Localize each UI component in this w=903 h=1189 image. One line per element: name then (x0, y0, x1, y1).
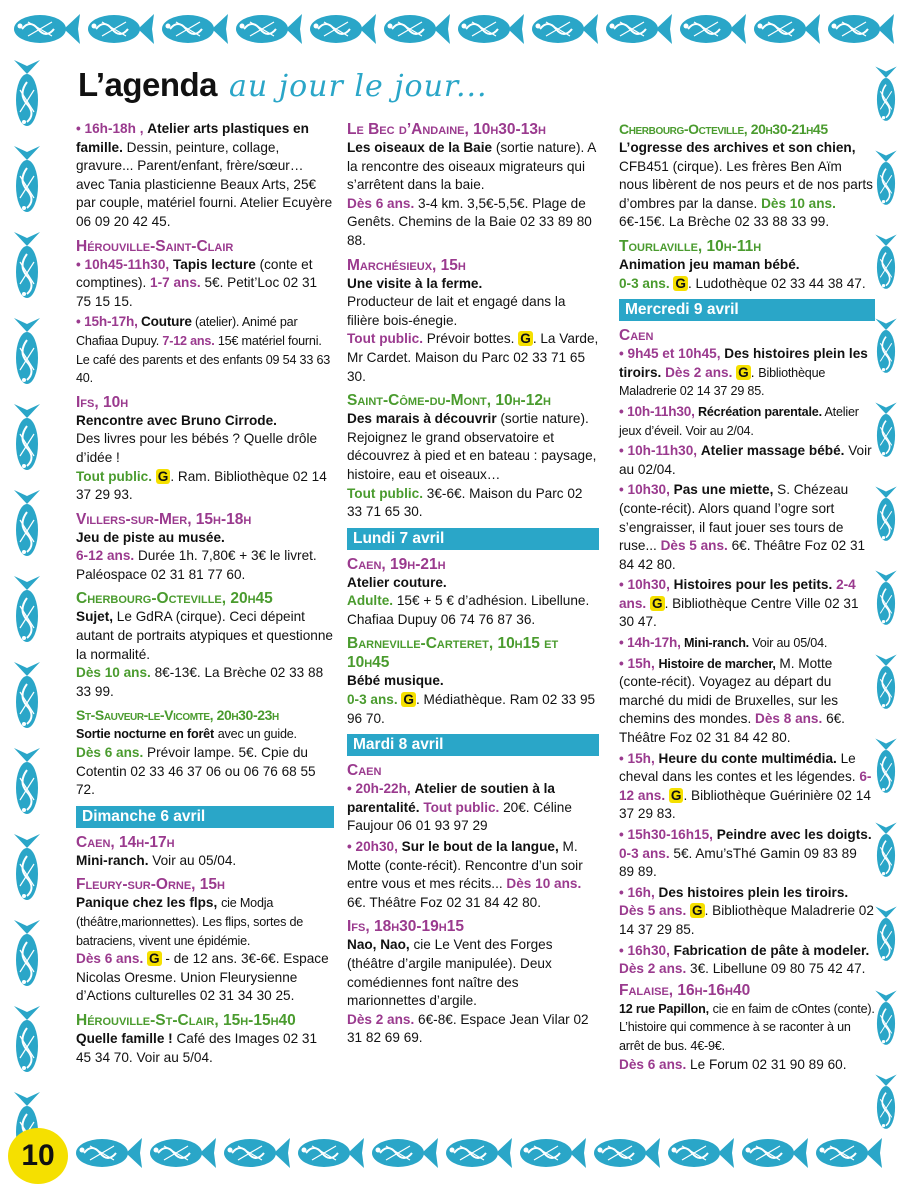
event (76, 256, 334, 312)
age-range: Dès 5 ans. (619, 903, 687, 919)
event-title: Les oiseaux de la Baie (347, 140, 493, 155)
event (76, 1030, 334, 1067)
age-range: 0-3 ans. (619, 845, 670, 861)
fish-icon (366, 1128, 438, 1178)
fish-icon (10, 576, 44, 650)
fish-icon (10, 1006, 44, 1080)
age-range: 1-7 ans. (150, 275, 201, 291)
event-text: Dessin, peinture, collage, gravure... Parent/enfant, frère/sœur… avec Tania plasticienne Beaux Arts, 25€ par couple, matériel fourni. Atelier Ecuyère 06 09 20 42 45. (76, 139, 333, 229)
age-range: Dès 10 ans. (506, 876, 582, 892)
event-text: (atelier). Animé par Chafiaa Dupuy. (76, 315, 298, 348)
page-title (78, 66, 488, 104)
event (619, 139, 875, 232)
event-title: Bébé musique. (347, 673, 444, 689)
event (619, 634, 875, 653)
event-time: • 14h-17h, (619, 635, 681, 651)
fish-icon (144, 1128, 216, 1178)
fish-icon (872, 228, 900, 302)
event-title: Couture (141, 314, 192, 330)
event (76, 894, 334, 1006)
fish-icon (10, 404, 44, 478)
event-text: Le GdRA (cirque). Ceci dépeint autant de portraits atypiques et questionne la normalité. (76, 609, 333, 662)
fish-icon (10, 232, 44, 306)
event-time: • 20h-22h, (347, 781, 411, 797)
column-3 (619, 120, 875, 1076)
event-title: Atelier arts plastiques en famille. (76, 121, 309, 155)
event (619, 576, 875, 632)
event-text: 3€. Libellune 09 80 75 42 47. (690, 961, 866, 977)
event-title: Récréation parentale. (697, 404, 822, 419)
event-time: • 10h30, (619, 577, 670, 593)
fish-icon (10, 920, 44, 994)
event (76, 608, 334, 701)
age-range: 7-12 ans. (162, 333, 215, 348)
event-title: Des histoires plein les tiroirs. (619, 346, 868, 380)
event-title: Tapis lecture (172, 256, 256, 272)
fish-border-left (10, 60, 44, 1166)
event (619, 256, 875, 293)
event-text: . Ram. Bibliothèque 02 14 37 29 93. (76, 468, 327, 503)
fish-border-bottom (70, 1128, 882, 1178)
fish-icon (452, 4, 524, 54)
city-heading: Falaise, 16h-16h40 (619, 981, 751, 999)
city-heading: Caen, 14h-17h (76, 833, 175, 851)
event-text: Durée 1h. 7,80€ + 3€ le livret. Paléospace 02 31 81 77 60. (76, 548, 317, 582)
fish-border-right (872, 60, 900, 1142)
event-text: M. Motte (conte-récit). Rencontre d’un soir entre vous et mes récits... (347, 839, 583, 892)
age-range: Dès 6 ans. (76, 745, 144, 761)
fish-icon (662, 1128, 734, 1178)
event-title: Heure du conte multimédia. (658, 750, 837, 766)
event-title: Atelier couture. (347, 574, 447, 590)
event-text: CFB451 (cirque). Les frères Ben Aïm nous libèrent de nos peurs et de nos parts d’ombres par la danse. (619, 158, 873, 211)
event-text: 6€-15€. La Brèche 02 33 88 33 99. (619, 214, 830, 230)
fish-icon (10, 490, 44, 564)
event-text: - de 12 ans. 3€-6€. Espace Nicolas Oresme. Union Fleurysienne d’Actions culturelles 02 31 34 30 25. (76, 951, 329, 1004)
city-heading: Saint-Côme-du-Mont, 10h-12h (347, 392, 551, 410)
event (619, 750, 875, 824)
city-heading: Hérouville-Saint-Clair (76, 237, 234, 255)
event-time: • 10h30, (619, 482, 670, 498)
event-title: Fabrication de pâte à modeler. (673, 942, 870, 958)
event-title: Sortie nocturne en forêt (76, 727, 214, 742)
event (619, 826, 875, 882)
event-title: Pas une miette, (673, 482, 774, 498)
fish-icon (822, 4, 894, 54)
fish-icon (514, 1128, 586, 1178)
fish-icon (8, 4, 80, 54)
fish-icon (10, 834, 44, 908)
event-title: Atelier massage bébé. (700, 443, 845, 459)
free-badge: G (738, 364, 749, 380)
fish-icon (10, 748, 44, 822)
event (619, 442, 875, 479)
fish-icon (872, 732, 900, 806)
event (619, 403, 875, 440)
city-heading: Cherbourg-Octeville, 20h30-21h45 (619, 121, 828, 137)
event-text: 15€ + 5 € d’adhésion. Libellune. Chafiaa Dupuy 06 74 76 87 36. (347, 593, 590, 627)
event (76, 529, 334, 585)
fish-icon (378, 4, 450, 54)
day-band: Lundi 7 avril (347, 528, 599, 550)
age-range: Dès 2 ans. (665, 364, 733, 380)
event-title: Peindre avec les doigts. (716, 827, 872, 842)
event-text: 3-4 km. 3,5€-5,5€. Plage de Genêts. Chemins de la Baie 02 33 89 80 88. (347, 195, 592, 248)
day-band: Mardi 8 avril (347, 734, 599, 756)
event-text: . Bibliothèque Maladrerie 02 14 37 29 85. (619, 903, 874, 937)
event-title: Nao, Nao, (347, 937, 410, 953)
event (347, 672, 599, 728)
event-text: Prévoir lampe. 5€. Cpie du Cotentin 02 33 46 37 06 ou 06 76 68 55 72. (76, 745, 316, 798)
event-text: 3€-6€. Maison du Parc 02 33 71 65 30. (347, 485, 583, 520)
fish-icon (10, 146, 44, 220)
fish-icon (230, 4, 302, 54)
age-range: 0-3 ans. (619, 275, 670, 291)
event-title: Des marais à découvrir (347, 411, 497, 427)
event-title: Mini-ranch. (684, 636, 749, 651)
event (619, 942, 875, 979)
event-text: . Bibliothèque Centre Ville 02 31 30 47. (619, 595, 859, 630)
fish-icon (588, 1128, 660, 1178)
age-range: Dès 6 ans. (76, 951, 144, 967)
event-title: Atelier de soutien à la parentalité. (347, 781, 555, 815)
event-text: Le cheval dans les contes et les légendes. (619, 750, 856, 785)
free-badge: G (403, 692, 414, 708)
title-main: L’agenda (78, 66, 218, 103)
age-range: 6-12 ans. (619, 769, 872, 803)
age-range: Tout public. (347, 331, 424, 347)
fish-icon (872, 312, 900, 386)
city-heading: Villers-sur-Mer, 15h-18h (76, 510, 252, 528)
event-title: Sujet, (76, 609, 114, 625)
event-text: (sortie nature). A la rencontre des oiseaux migrateurs qui s’arrêtent dans la baie. (347, 140, 596, 193)
city-heading: Ifs, 18h30-19h15 (347, 918, 464, 936)
fish-icon (872, 144, 900, 218)
fish-icon (70, 1128, 142, 1178)
age-range: Tout public. (423, 799, 500, 815)
event (76, 313, 334, 387)
event-text: 5€. Amu’sThé Gamin 09 83 89 89 89. (619, 845, 857, 880)
age-range: Dès 10 ans. (76, 665, 151, 681)
age-range: Tout public. (76, 468, 153, 484)
event-title: Mini-ranch. (76, 852, 149, 868)
event-text: Bibliothèque Maladrerie 02 14 37 29 85. (619, 365, 826, 399)
event-text: cie en faim de cOntes (conte). L’histoire qui commence à se raconter à un arrêt de bus. 4€-9€. (619, 1001, 875, 1053)
fish-border-top (8, 4, 894, 54)
event (347, 838, 599, 912)
fish-icon (304, 4, 376, 54)
event-text: cie Modja (théâtre,marionnettes). Les flips, sortes de batraciens, vivent une épidémie. (76, 896, 304, 948)
event (619, 481, 875, 574)
age-range: Dès 5 ans. (660, 538, 728, 554)
fish-icon (872, 480, 900, 554)
event (347, 275, 599, 387)
event-text: Voir au 05/04. (752, 636, 828, 651)
free-badge: G (520, 331, 531, 347)
fish-icon (872, 984, 900, 1058)
event-title: Sur le bout de la langue, (401, 839, 559, 855)
event-text: 6€-8€. Espace Jean Vilar 02 31 82 69 69. (347, 1011, 589, 1046)
event (76, 852, 334, 871)
event-text: Prévoir bottes. (426, 331, 515, 347)
fish-icon (526, 4, 598, 54)
column-1 (76, 120, 334, 1069)
day-band: Mercredi 9 avril (619, 299, 875, 321)
event (347, 139, 599, 251)
city-heading: St-Sauveur-le-Vicomte, 20h30-23h (76, 707, 279, 724)
fish-icon (872, 900, 900, 974)
event-text: 20€. Céline Faujour 06 01 93 97 29 (347, 799, 572, 834)
fish-icon (600, 4, 672, 54)
event (347, 936, 599, 1048)
event-time: • 10h-11h30, (619, 403, 695, 419)
fish-icon (872, 396, 900, 470)
event-time: • 15h, (619, 750, 655, 766)
fish-icon (674, 4, 746, 54)
title-script: au jour le jour... (229, 69, 488, 104)
event-text: Des livres pour les bébés ? Quelle drôle d’idée ! (76, 431, 318, 465)
fish-icon (156, 4, 228, 54)
event-title: Jeu de piste au musée. (76, 529, 225, 545)
event-time: • 9h45 et 10h45, (619, 346, 721, 362)
age-range: 0-3 ans. (347, 692, 398, 708)
fish-icon (736, 1128, 808, 1178)
event (76, 120, 334, 232)
event-time: • 16h, (619, 884, 655, 900)
event-time: • 15h-17h, (76, 314, 138, 330)
event-time: • 15h30-16h15, (619, 827, 713, 842)
day-band: Dimanche 6 avril (76, 806, 334, 828)
fish-icon (218, 1128, 290, 1178)
event-text: . Bibliothèque Guérinière 02 14 37 29 83. (619, 787, 871, 822)
event-time: • 10h-11h30, (619, 443, 698, 459)
event-text: M. Motte (conte-récit). Voyagez au départ du marché du midi de Bruxelles, sur les chemins des mondes. (619, 655, 839, 727)
event-text: Atelier jeux d’éveil. Voir au 2/04. (619, 404, 859, 438)
fish-icon (292, 1128, 364, 1178)
event (619, 1000, 875, 1074)
city-heading: Tourlaville, 10h-11h (619, 237, 762, 255)
free-badge: G (651, 595, 663, 611)
event (619, 884, 875, 940)
fish-icon (872, 1068, 900, 1142)
age-range: Dès 6 ans. (619, 1056, 687, 1072)
event-title: Une visite à la ferme. (347, 275, 483, 291)
event (347, 410, 599, 522)
free-badge: G (157, 468, 169, 484)
event-time: • 20h30, (347, 839, 398, 855)
event-text: cie Le Vent des Forges (théâtre d’argile manipulée). Deux comédiennes font naître des marionnettes d’argile. (347, 937, 553, 1009)
event-text: (sortie nature). Rejoignez le grand observatoire et découvrez à pied et en bateau : paysage, histoire, eau et oiseaux… (347, 411, 597, 482)
event-time: • 16h-18h , (76, 121, 144, 136)
fish-icon (10, 60, 44, 134)
fish-icon (872, 648, 900, 722)
event-title: 12 rue Papillon, (619, 1001, 709, 1016)
event-text: . La Varde, Mr Cardet. Maison du Parc 02 33 71 65 30. (347, 331, 599, 384)
event-text: S. Chézeau (conte-récit). Alors quand l’ogre sort s’engraisser, il faut jouer ses tours de ruse... (619, 482, 849, 554)
event-title: Quelle famille ! (76, 1030, 173, 1046)
city-heading: Le Bec d’Andaine, 10h30-13h (347, 121, 546, 138)
age-range: Adulte. (347, 593, 394, 609)
event-time: • 15h, (619, 655, 655, 671)
event-title: Histoires pour les petits. (673, 577, 833, 593)
event-title: Des histoires plein les tiroirs. (658, 884, 849, 900)
fish-icon (872, 60, 900, 134)
event (347, 574, 599, 630)
city-heading: Caen, 19h-21h (347, 555, 446, 573)
event-text: Voir au 02/04. (619, 443, 872, 477)
event-title: Rencontre avec Bruno Cirrode. (76, 412, 277, 428)
fish-icon (10, 662, 44, 736)
age-range: Dès 10 ans. (761, 195, 836, 211)
event-text: 6€. Théâtre Foz 02 31 84 42 80. (619, 538, 866, 572)
event-text: . Médiathèque. Ram 02 33 95 96 70. (347, 692, 596, 726)
event (76, 412, 334, 505)
event-text: Producteur de lait et engagé dans la filière bois-énegie. (347, 294, 566, 328)
event-text: 6€. Théâtre Foz 02 31 84 42 80. (619, 711, 845, 746)
city-heading: Marchésieux, 15h (347, 256, 466, 274)
event-time: • 16h30, (619, 942, 670, 958)
age-range: Dès 2 ans. (347, 1011, 415, 1027)
free-badge: G (149, 951, 160, 967)
event: • 9h45 et 10h45, Des histoires plein les tiroirs. Dès 2 ans. G . Bibliothèque Maladrerie 02 14 37 29 85. (619, 346, 868, 399)
city-heading: Fleury-sur-Orne, 15h (76, 876, 225, 894)
event-time: • 10h45-11h30, (76, 256, 170, 272)
event (347, 780, 599, 836)
age-range: Dès 6 ans. (347, 195, 415, 211)
event (76, 725, 334, 799)
fish-icon (440, 1128, 512, 1178)
fish-icon (872, 564, 900, 638)
age-range: Tout public. (347, 485, 424, 501)
event-text: (conte et comptines). (76, 256, 313, 291)
fish-icon (82, 4, 154, 54)
event (619, 655, 875, 748)
city-heading: Barneville-Carteret, 10h15 et 10h45 (347, 635, 559, 672)
age-range: 6-12 ans. (76, 548, 135, 564)
city-heading: Caen (619, 327, 654, 345)
page-number: 10 (8, 1128, 68, 1184)
city-heading: Hérouville-St-Clair, 15h-15h40 (76, 1011, 296, 1029)
event-title: Animation jeu maman bébé. (619, 256, 800, 272)
age-range: Dès 8 ans. (755, 711, 823, 727)
column-2 (347, 120, 599, 1050)
event-title: L’ogresse des archives et son chien, (619, 140, 856, 155)
fish-icon (10, 318, 44, 392)
event-text: 5€. Petit’Loc 02 31 75 15 15. (76, 275, 318, 309)
city-heading: Ifs, 10h (76, 393, 129, 411)
event-text: Voir au 05/04. (152, 852, 237, 868)
free-badge: G (675, 275, 686, 291)
free-badge: G (670, 787, 682, 803)
event-text: Café des Images 02 31 45 34 70. Voir au 5/04. (76, 1030, 318, 1065)
age-range: Dès 2 ans. (619, 961, 687, 977)
event-title: Panique chez les flps, (76, 895, 218, 911)
event-text: Le Forum 02 31 90 89 60. (690, 1056, 847, 1072)
event-text: 15€ matériel fourni. Le café des parents et des enfants 09 54 33 63 40. (76, 333, 331, 386)
city-heading: Cherbourg-Octeville, 20h45 (76, 590, 273, 608)
event-title: Histoire de marcher, (658, 656, 776, 671)
city-heading: Caen (347, 762, 382, 780)
event-text: . Ludothèque 02 33 44 38 47. (687, 275, 866, 291)
event-text: 8€-13€. La Brèche 02 33 88 33 99. (76, 665, 324, 699)
event-text: avec un guide. (217, 727, 297, 742)
fish-icon (748, 4, 820, 54)
fish-icon (872, 816, 900, 890)
age-range: 2-4 ans. (619, 577, 856, 611)
event-text: 6€. Théâtre Foz 02 31 84 42 80. (347, 894, 541, 910)
free-badge: G (692, 903, 703, 919)
